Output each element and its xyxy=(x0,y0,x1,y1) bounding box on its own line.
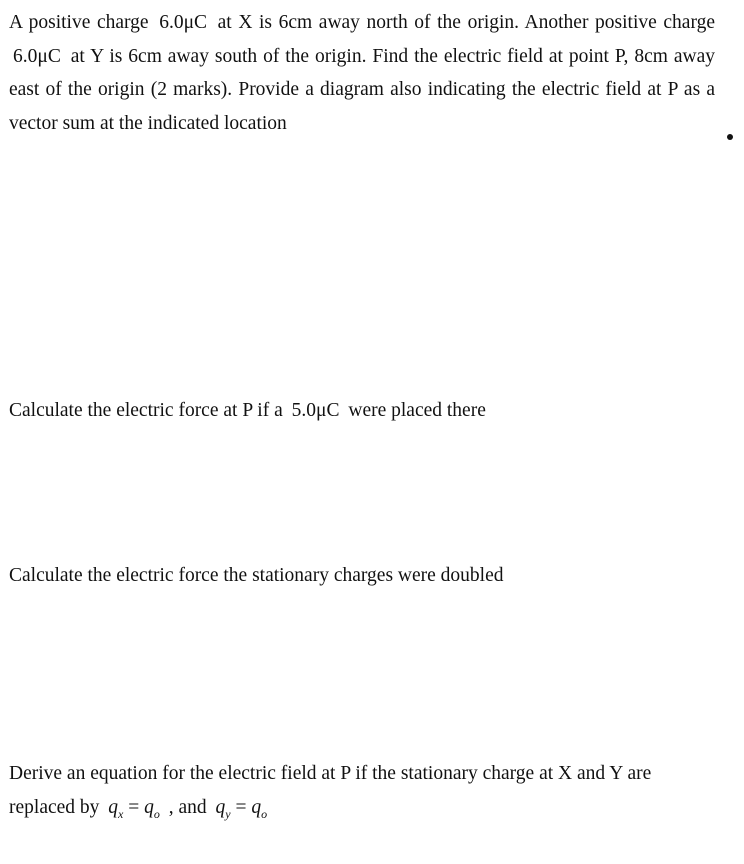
equation-qx: $q_x = q_o$ xyxy=(108,796,160,821)
question-4-joiner: , and xyxy=(168,796,207,818)
question-4 xyxy=(9,757,715,831)
equation-qx-rhs-sub: o xyxy=(153,806,160,821)
question-4-text: Derive an equation for the electric field at P if the stationary charge at X and Y are replaced by xyxy=(9,763,652,818)
charge-x-value: 6.0μC xyxy=(159,12,208,33)
question-1-text-b: at X is 6cm away north of the origin. Another positive charge xyxy=(217,12,716,33)
equation-qy-rhs-sub: o xyxy=(261,806,268,821)
charge-y-value: 6.0μC xyxy=(13,45,61,67)
question-3-text: Calculate the electric force the stationary charges were doubled xyxy=(9,565,504,586)
question-2-text-b: were placed there xyxy=(348,400,486,421)
equation-qy-rhs: q xyxy=(251,796,262,818)
equation-qy: $q_y = q_o$ xyxy=(215,796,268,821)
stray-dot-mark xyxy=(727,134,733,140)
test-charge-value: 5.0μC xyxy=(291,400,340,421)
equation-qx-var: q xyxy=(108,796,119,818)
question-1 xyxy=(9,6,715,140)
question-3 xyxy=(9,559,504,593)
equation-qy-var: q xyxy=(215,796,226,818)
equation-qy-sub: y xyxy=(225,806,231,821)
equation-qx-rhs: q xyxy=(144,796,154,818)
question-1-text-a: A positive charge xyxy=(9,12,149,33)
question-1-text-c: at Y is 6cm away south of the origin. Find the electric field at point P, 8cm away east of the origin (2 marks). Provide a diagram also indicating the electric field at P as a vector sum at the indicated location xyxy=(9,45,715,134)
equation-qx-sub: x xyxy=(118,806,124,821)
question-2-text-a: Calculate the electric force at P if a xyxy=(9,400,283,421)
question-2 xyxy=(9,394,486,428)
